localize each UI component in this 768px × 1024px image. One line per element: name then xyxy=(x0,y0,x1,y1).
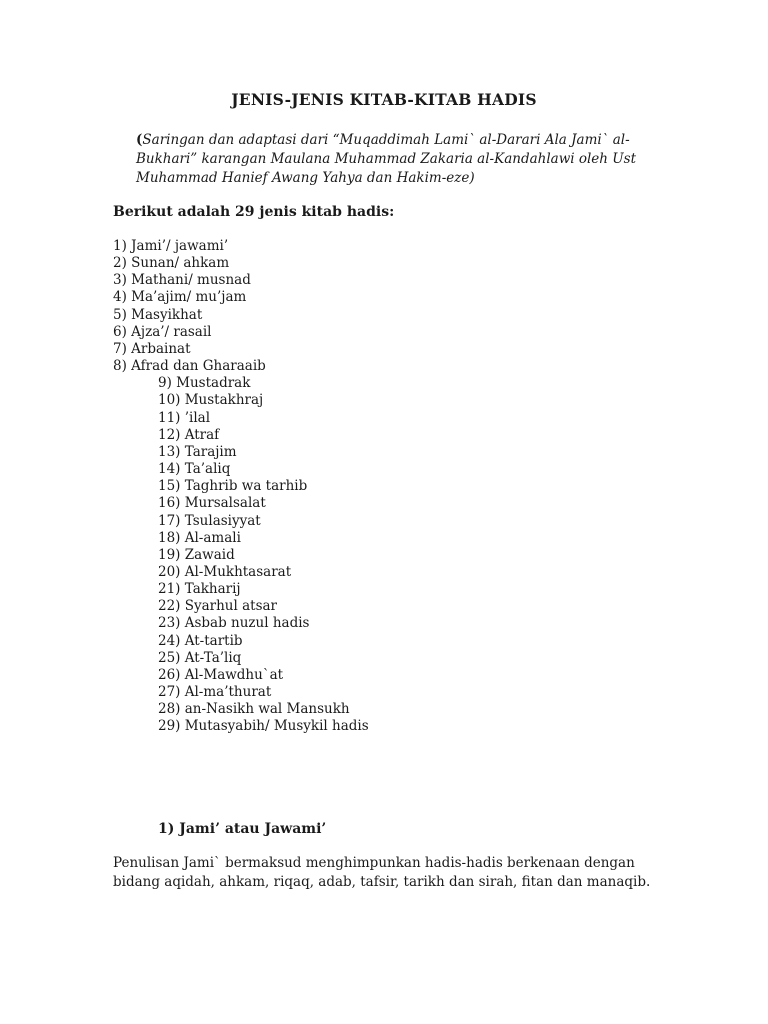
list-item: 18) Al-amali xyxy=(158,529,241,546)
document-title: JENIS-JENIS KITAB-KITAB HADIS xyxy=(231,90,537,109)
list-item: 6) Ajza’/ rasail xyxy=(113,323,212,340)
list-item: 1) Jami’/ jawami’ xyxy=(113,238,229,254)
source-note xyxy=(136,131,666,188)
list-item: 23) Asbab nuzul hadis xyxy=(158,615,310,632)
list-item: 19) Zawaid xyxy=(158,546,235,563)
section-paragraph: Penulisan Jami` bermaksud menghimpunkan hadis-hadis berkenaan dengan bidang aqidah, ahkam, riqaq, adab, tafsir, tarikh dan sirah, fitan dan manaqib. xyxy=(113,855,651,890)
list-item: 3) Mathani/ musnad xyxy=(113,272,251,289)
list-item: 25) At-Ta’liq xyxy=(158,649,242,666)
list-item: 15) Taghrib wa tarhib xyxy=(158,478,308,495)
kitab-list xyxy=(113,238,369,736)
list-item: 21) Takharij xyxy=(158,581,241,598)
list-item: 2) Sunan/ ahkam xyxy=(113,255,230,272)
list-item: 14) Ta’aliq xyxy=(158,461,231,478)
list-item: 11) ’ilal xyxy=(158,409,211,426)
list-item: 8) Afrad dan Gharaaib xyxy=(113,358,266,375)
list-item: 27) Al-ma’thurat xyxy=(158,684,272,701)
list-item: 9) Mustadrak xyxy=(158,375,251,392)
list-item: 28) an-Nasikh wal Mansukh xyxy=(158,701,350,718)
list-item: 22) Syarhul atsar xyxy=(158,598,278,615)
list-item: 17) Tsulasiyyat xyxy=(158,512,261,529)
intro-text: Berikut adalah 29 jenis kitab hadis: xyxy=(113,204,395,220)
list-item: 16) Mursalsalat xyxy=(158,495,266,512)
section-heading: 1) Jami’ atau Jawami’ xyxy=(158,821,327,837)
list-item: 7) Arbainat xyxy=(113,340,191,357)
list-item: 5) Masyikhat xyxy=(113,306,203,323)
list-item: 26) Al-Mawdhu`at xyxy=(158,666,284,683)
source-open-paren: ( xyxy=(136,132,143,148)
list-item: 13) Tarajim xyxy=(158,443,237,460)
source-text: Saringan dan adaptasi dari “Muqaddimah Lami` al-Darari Ala Jami` al-Bukhari” karangan Maulana Muhammad Zakaria al-Kandahlawi oleh Ust Muhammad Hanief Awang Yahya dan Hakim-eze) xyxy=(136,132,637,186)
list-item: 12) Atraf xyxy=(158,426,220,443)
list-item: 20) Al-Mukhtasarat xyxy=(158,563,292,580)
list-item: 29) Mutasyabih/ Musykil hadis xyxy=(158,718,369,735)
list-item: 4) Ma’ajim/ mu’jam xyxy=(113,289,247,306)
list-item: 10) Mustakhraj xyxy=(158,392,264,409)
list-item: 24) At-tartib xyxy=(158,632,243,649)
